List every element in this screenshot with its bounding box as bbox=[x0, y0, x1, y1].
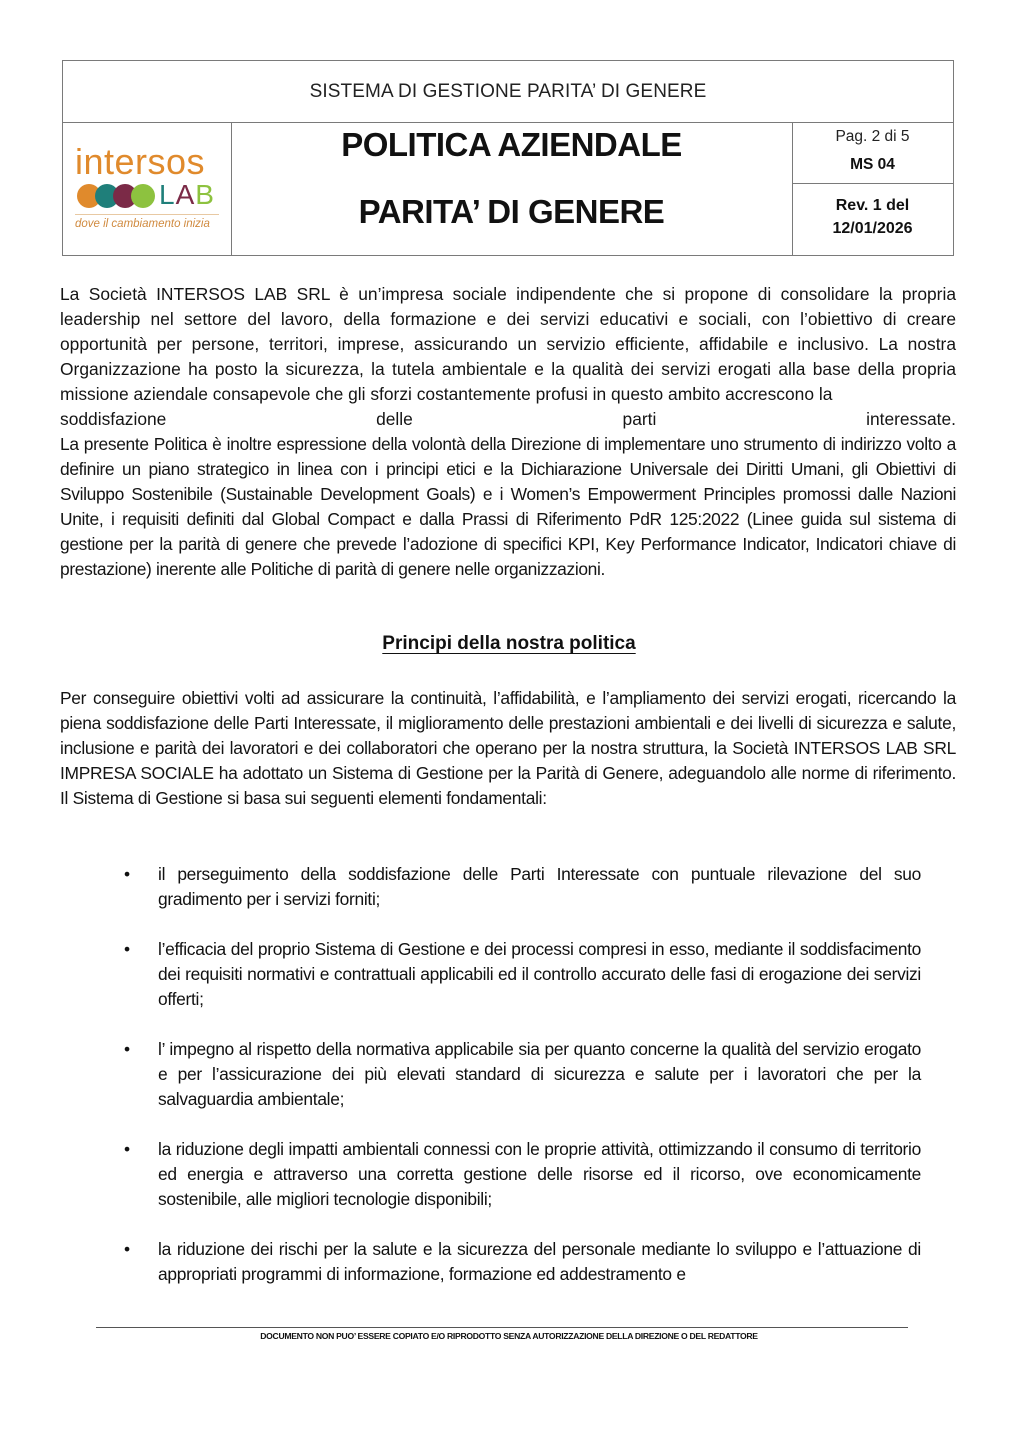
list-item-text: la riduzione degli impatti ambientali connessi con le proprie attività, ottimizzando il consumo di territorio ed energia e attraverso una corretta gestione delle risorse ed il ricorso, ove economicamente sostenibile, alle migliori tecnologie disponibili; bbox=[158, 1139, 921, 1209]
section-heading-principles: Principi della nostra politica bbox=[382, 633, 636, 654]
footer-divider bbox=[96, 1327, 908, 1328]
document-header-table bbox=[62, 60, 954, 256]
principles-list bbox=[118, 862, 921, 1312]
list-item bbox=[118, 937, 921, 1012]
list-item bbox=[118, 862, 921, 912]
intro-paragraph-2-text: La presente Politica è inoltre espressione della volontà della Direzione di implementare uno strumento di indirizzo volto a definire un piano strategico in linea con i principi etici e la Dichiarazione Universale dei Diritti Umani, gli Obiettivi di Sviluppo Sostenibile (Sustainable Development Goals) e i Women’s Empowerment Principles promossi dalle Nazioni Unite, i requisiti definiti dal Global Compact e dalla Prassi di Riferimento PdR 125:2022 (Linee guida sul sistema di gestione per la parità di genere che prevede l’adozione di specifici KPI, Key Performance Indicator, Indicatori chiave di prestazione) inerente alle Politiche di parità di genere nelle organizzazioni. bbox=[60, 434, 956, 579]
logo-circles-icon bbox=[77, 184, 157, 208]
document-meta-cell bbox=[792, 122, 953, 255]
list-item bbox=[118, 1137, 921, 1212]
logo-cell bbox=[63, 122, 232, 255]
system-title: SISTEMA DI GESTIONE PARITA’ DI GENERE bbox=[63, 61, 953, 123]
page-number: Pag. 2 di 5 bbox=[835, 128, 910, 145]
list-item bbox=[118, 1237, 921, 1287]
intro-paragraph-1-last-line: soddisfazione delle parti interessate. bbox=[60, 409, 956, 429]
list-item bbox=[118, 1037, 921, 1112]
document-code: MS 04 bbox=[850, 156, 895, 173]
circle-green-icon bbox=[131, 184, 155, 208]
intro-paragraph-1 bbox=[60, 282, 956, 432]
document-title-line1: POLITICA AZIENDALE bbox=[341, 126, 682, 163]
list-item-text: la riduzione dei rischi per la salute e la sicurezza del personale mediante lo sviluppo e l’attuazione di appropriati programmi di informazione, formazione ed addestramento e bbox=[158, 1239, 921, 1284]
intersos-lab-logo bbox=[75, 141, 223, 239]
intro-paragraph-2 bbox=[60, 432, 956, 582]
list-item-text: il perseguimento della soddisfazione delle Parti Interessate con puntuale rilevazione del suo gradimento per i servizi forniti; bbox=[158, 864, 921, 909]
revision-label: Rev. 1 del bbox=[835, 197, 910, 214]
footer-notice: DOCUMENTO NON PUO’ ESSERE COPIATO E/O RIPRODOTTO SENZA AUTORIZZAZIONE DELLA DIREZIONE O DEL REDATTORE bbox=[260, 1331, 758, 1341]
document-title-cell bbox=[231, 122, 793, 255]
intro-paragraph-1-text: La Società INTERSOS LAB SRL è un’impresa sociale indipendente che si propone di consolidare la propria leadership nel settore del lavoro, della formazione e dei servizi educativi e sociali, con l’obiettivo di creare opportunità per persone, territori, imprese, assicurando un servizio efficiente, affidabile e inclusivo. La nostra Organizzazione ha posto la sicurezza, la tutela ambientale e la qualità dei servizi erogati alla base della propria missione aziendale consapevole che gli sforzi costantemente profusi in questo ambito accrescono la bbox=[60, 284, 956, 404]
principles-paragraph-text: Per conseguire obiettivi volti ad assicurare la continuità, l’affidabilità, e l’ampliamento dei servizi erogati, ricercando la piena soddisfazione delle Parti Interessate, il miglioramento delle prestazioni ambientali e dei livelli di sicurezza e salute, inclusione e parità dei lavoratori e dei collaboratori che operano per la nostra struttura, la Società INTERSOS LAB SRL IMPRESA SOCIALE ha adottato un Sistema di Gestione per la Parità di Genere, adeguandolo alle norme di riferimento. Il Sistema di Gestione si basa sui seguenti elementi fondamentali: bbox=[60, 688, 956, 808]
list-item-text: l’ impegno al rispetto della normativa applicabile sia per quanto concerne la qualità del servizio erogato e per l’assicurazione dei più elevati standard di sicurezza e salute per i lavoratori che per la salvaguardia ambientale; bbox=[158, 1039, 921, 1109]
revision-info bbox=[792, 184, 953, 255]
logo-wordmark: intersos bbox=[75, 141, 206, 182]
bullet-icon: • bbox=[124, 1039, 130, 1059]
logo-divider bbox=[75, 214, 219, 215]
bullet-icon: • bbox=[124, 1239, 130, 1259]
bullet-icon: • bbox=[124, 864, 130, 884]
list-item-text: l’efficacia del proprio Sistema di Gestione e dei processi compresi in esso, mediante il soddisfacimento dei requisiti normativi e contrattuali applicabili ed il controllo accurato delle fasi di erogazione dei servizi offerti; bbox=[158, 939, 921, 1009]
logo-lab: LAB bbox=[159, 179, 215, 210]
page-info bbox=[792, 122, 953, 184]
bullet-icon: • bbox=[124, 1139, 130, 1159]
bullet-icon: • bbox=[124, 939, 130, 959]
logo-tagline: dove il cambiamento inizia bbox=[75, 218, 210, 230]
document-title-line2: PARITA’ DI GENERE bbox=[358, 193, 665, 230]
revision-date: 12/01/2026 bbox=[832, 220, 913, 237]
principles-paragraph bbox=[60, 686, 956, 811]
